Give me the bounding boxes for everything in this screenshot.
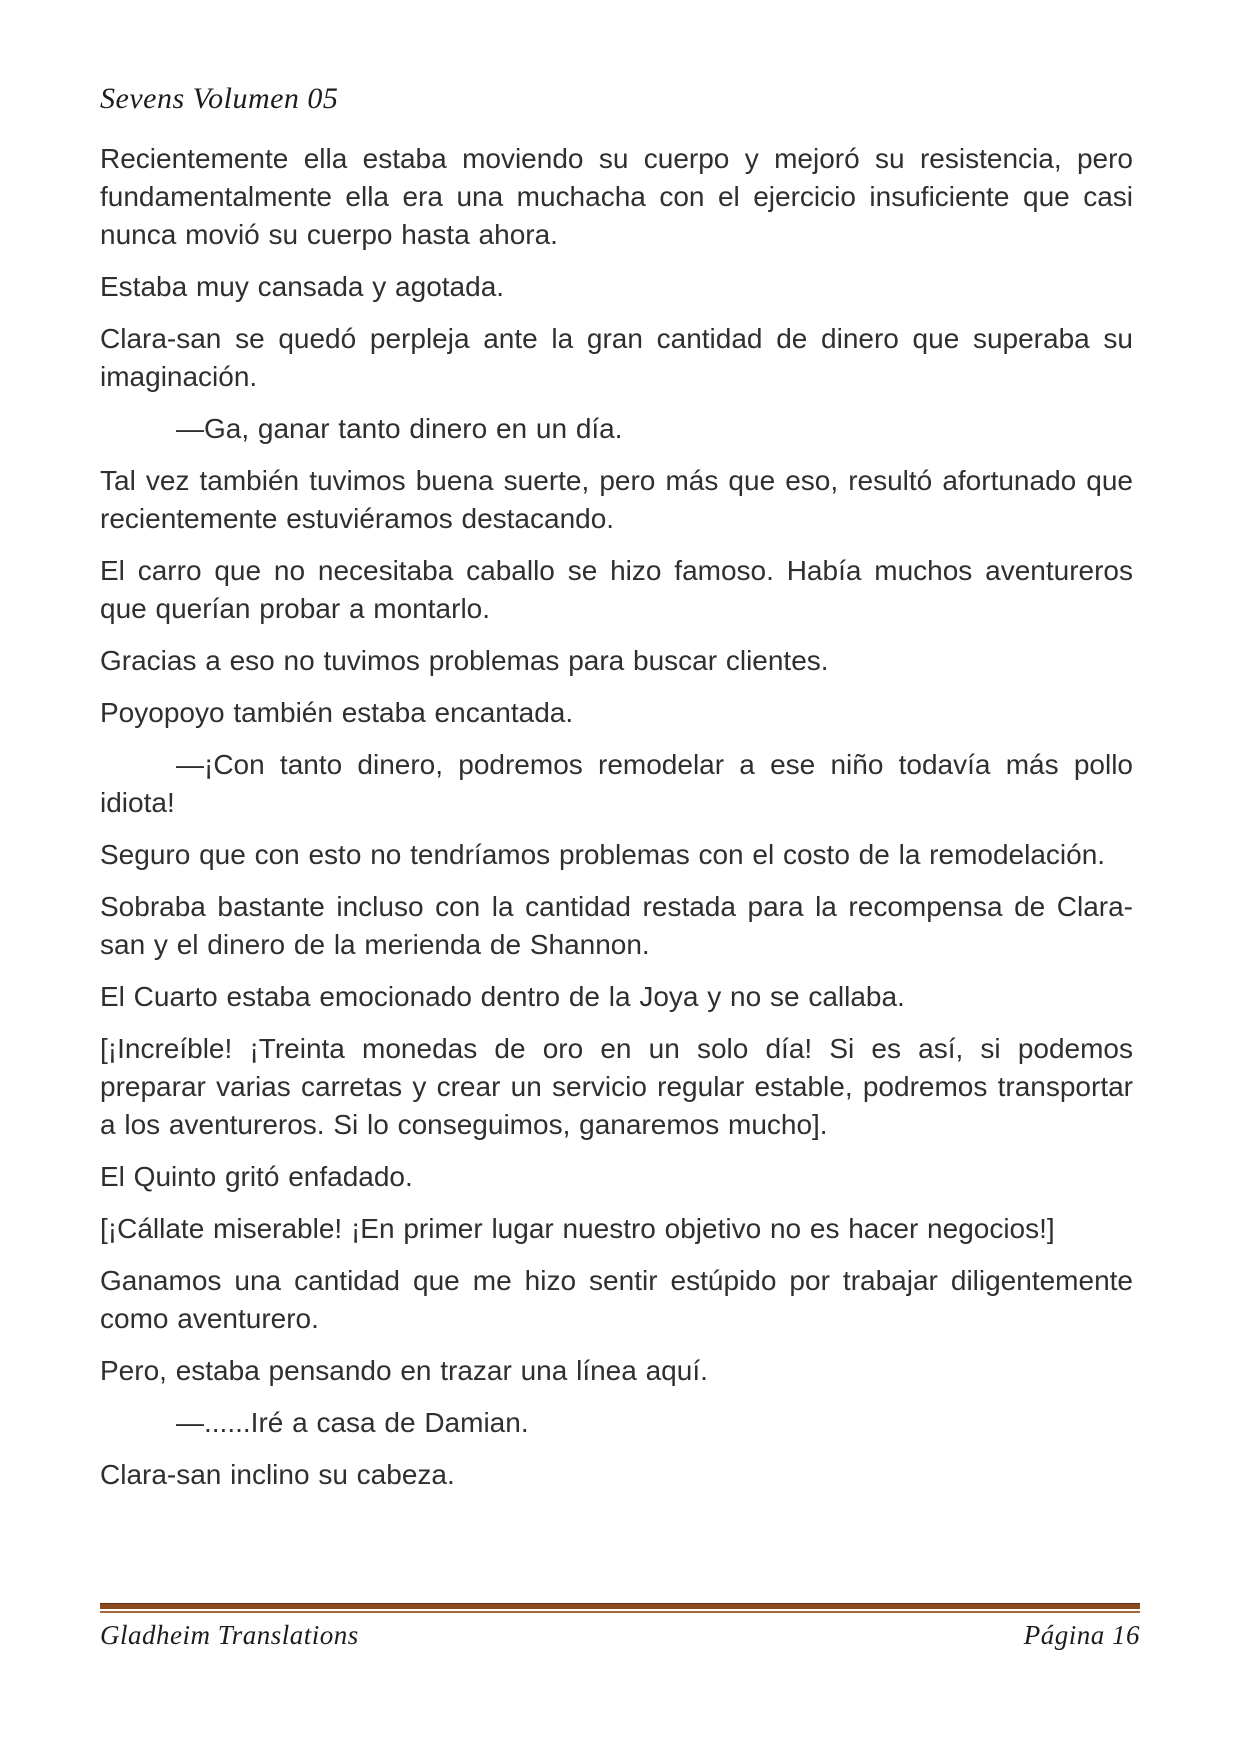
body-paragraph: Clara-san se quedó perpleja ante la gran cantidad de dinero que superaba su imaginación. [100, 323, 1133, 392]
body-paragraph: Tal vez también tuvimos buena suerte, pero más que eso, resultó afortunado que recientemente estuviéramos destacando. [100, 465, 1133, 534]
document-body [100, 140, 1133, 1508]
footer-divider-thick-line [100, 1603, 1140, 1609]
footer-divider-thin-line [100, 1611, 1140, 1613]
body-paragraph: El carro que no necesitaba caballo se hizo famoso. Había muchos aventureros que querían probar a montarlo. [100, 555, 1133, 624]
dialogue-paragraph: —Ga, ganar tanto dinero en un día. [176, 413, 623, 444]
body-paragraph: El Cuarto estaba emocionado dentro de la Joya y no se callaba. [100, 981, 905, 1012]
body-paragraph: Ganamos una cantidad que me hizo sentir estúpido por trabajar diligentemente como aventurero. [100, 1265, 1133, 1334]
body-paragraph: Clara-san inclino su cabeza. [100, 1459, 455, 1490]
dialogue-paragraph: —......Iré a casa de Damian. [176, 1407, 529, 1438]
page-header [100, 82, 1133, 116]
body-paragraph: El Quinto gritó enfadado. [100, 1161, 413, 1192]
body-paragraph: [¡Increíble! ¡Treinta monedas de oro en un solo día! Si es así, si podemos preparar varias carretas y crear un servicio regular estable, podremos transportar a los aventureros. Si lo conseguimos, ganaremos mucho]. [100, 1033, 1133, 1140]
body-paragraph: Pero, estaba pensando en trazar una línea aquí. [100, 1355, 708, 1386]
footer-page-number: Página 16 [1023, 1620, 1140, 1650]
page-footer [100, 1618, 1140, 1652]
body-paragraph: Sobraba bastante incluso con la cantidad restada para la recompensa de Clara-san y el dinero de la merienda de Shannon. [100, 891, 1133, 960]
body-paragraph: Recientemente ella estaba moviendo su cuerpo y mejoró su resistencia, pero fundamentalmente ella era una muchacha con el ejercicio insuficiente que casi nunca movió su cuerpo hasta ahora. [100, 143, 1133, 250]
document-title: Sevens Volumen 05 [100, 82, 339, 115]
dialogue-paragraph: —¡Con tanto dinero, podremos remodelar a ese niño todavía más pollo idiota! [100, 749, 1133, 818]
body-paragraph: [¡Cállate miserable! ¡En primer lugar nuestro objetivo no es hacer negocios!] [100, 1213, 1055, 1244]
body-paragraph: Gracias a eso no tuvimos problemas para buscar clientes. [100, 645, 829, 676]
body-paragraph: Estaba muy cansada y agotada. [100, 271, 505, 302]
body-paragraph: Poyopoyo también estaba encantada. [100, 697, 574, 728]
body-paragraph: Seguro que con esto no tendríamos problemas con el costo de la remodelación. [100, 839, 1106, 870]
footer-translator-credit: Gladheim Translations [100, 1620, 359, 1650]
footer-divider [100, 1603, 1140, 1613]
